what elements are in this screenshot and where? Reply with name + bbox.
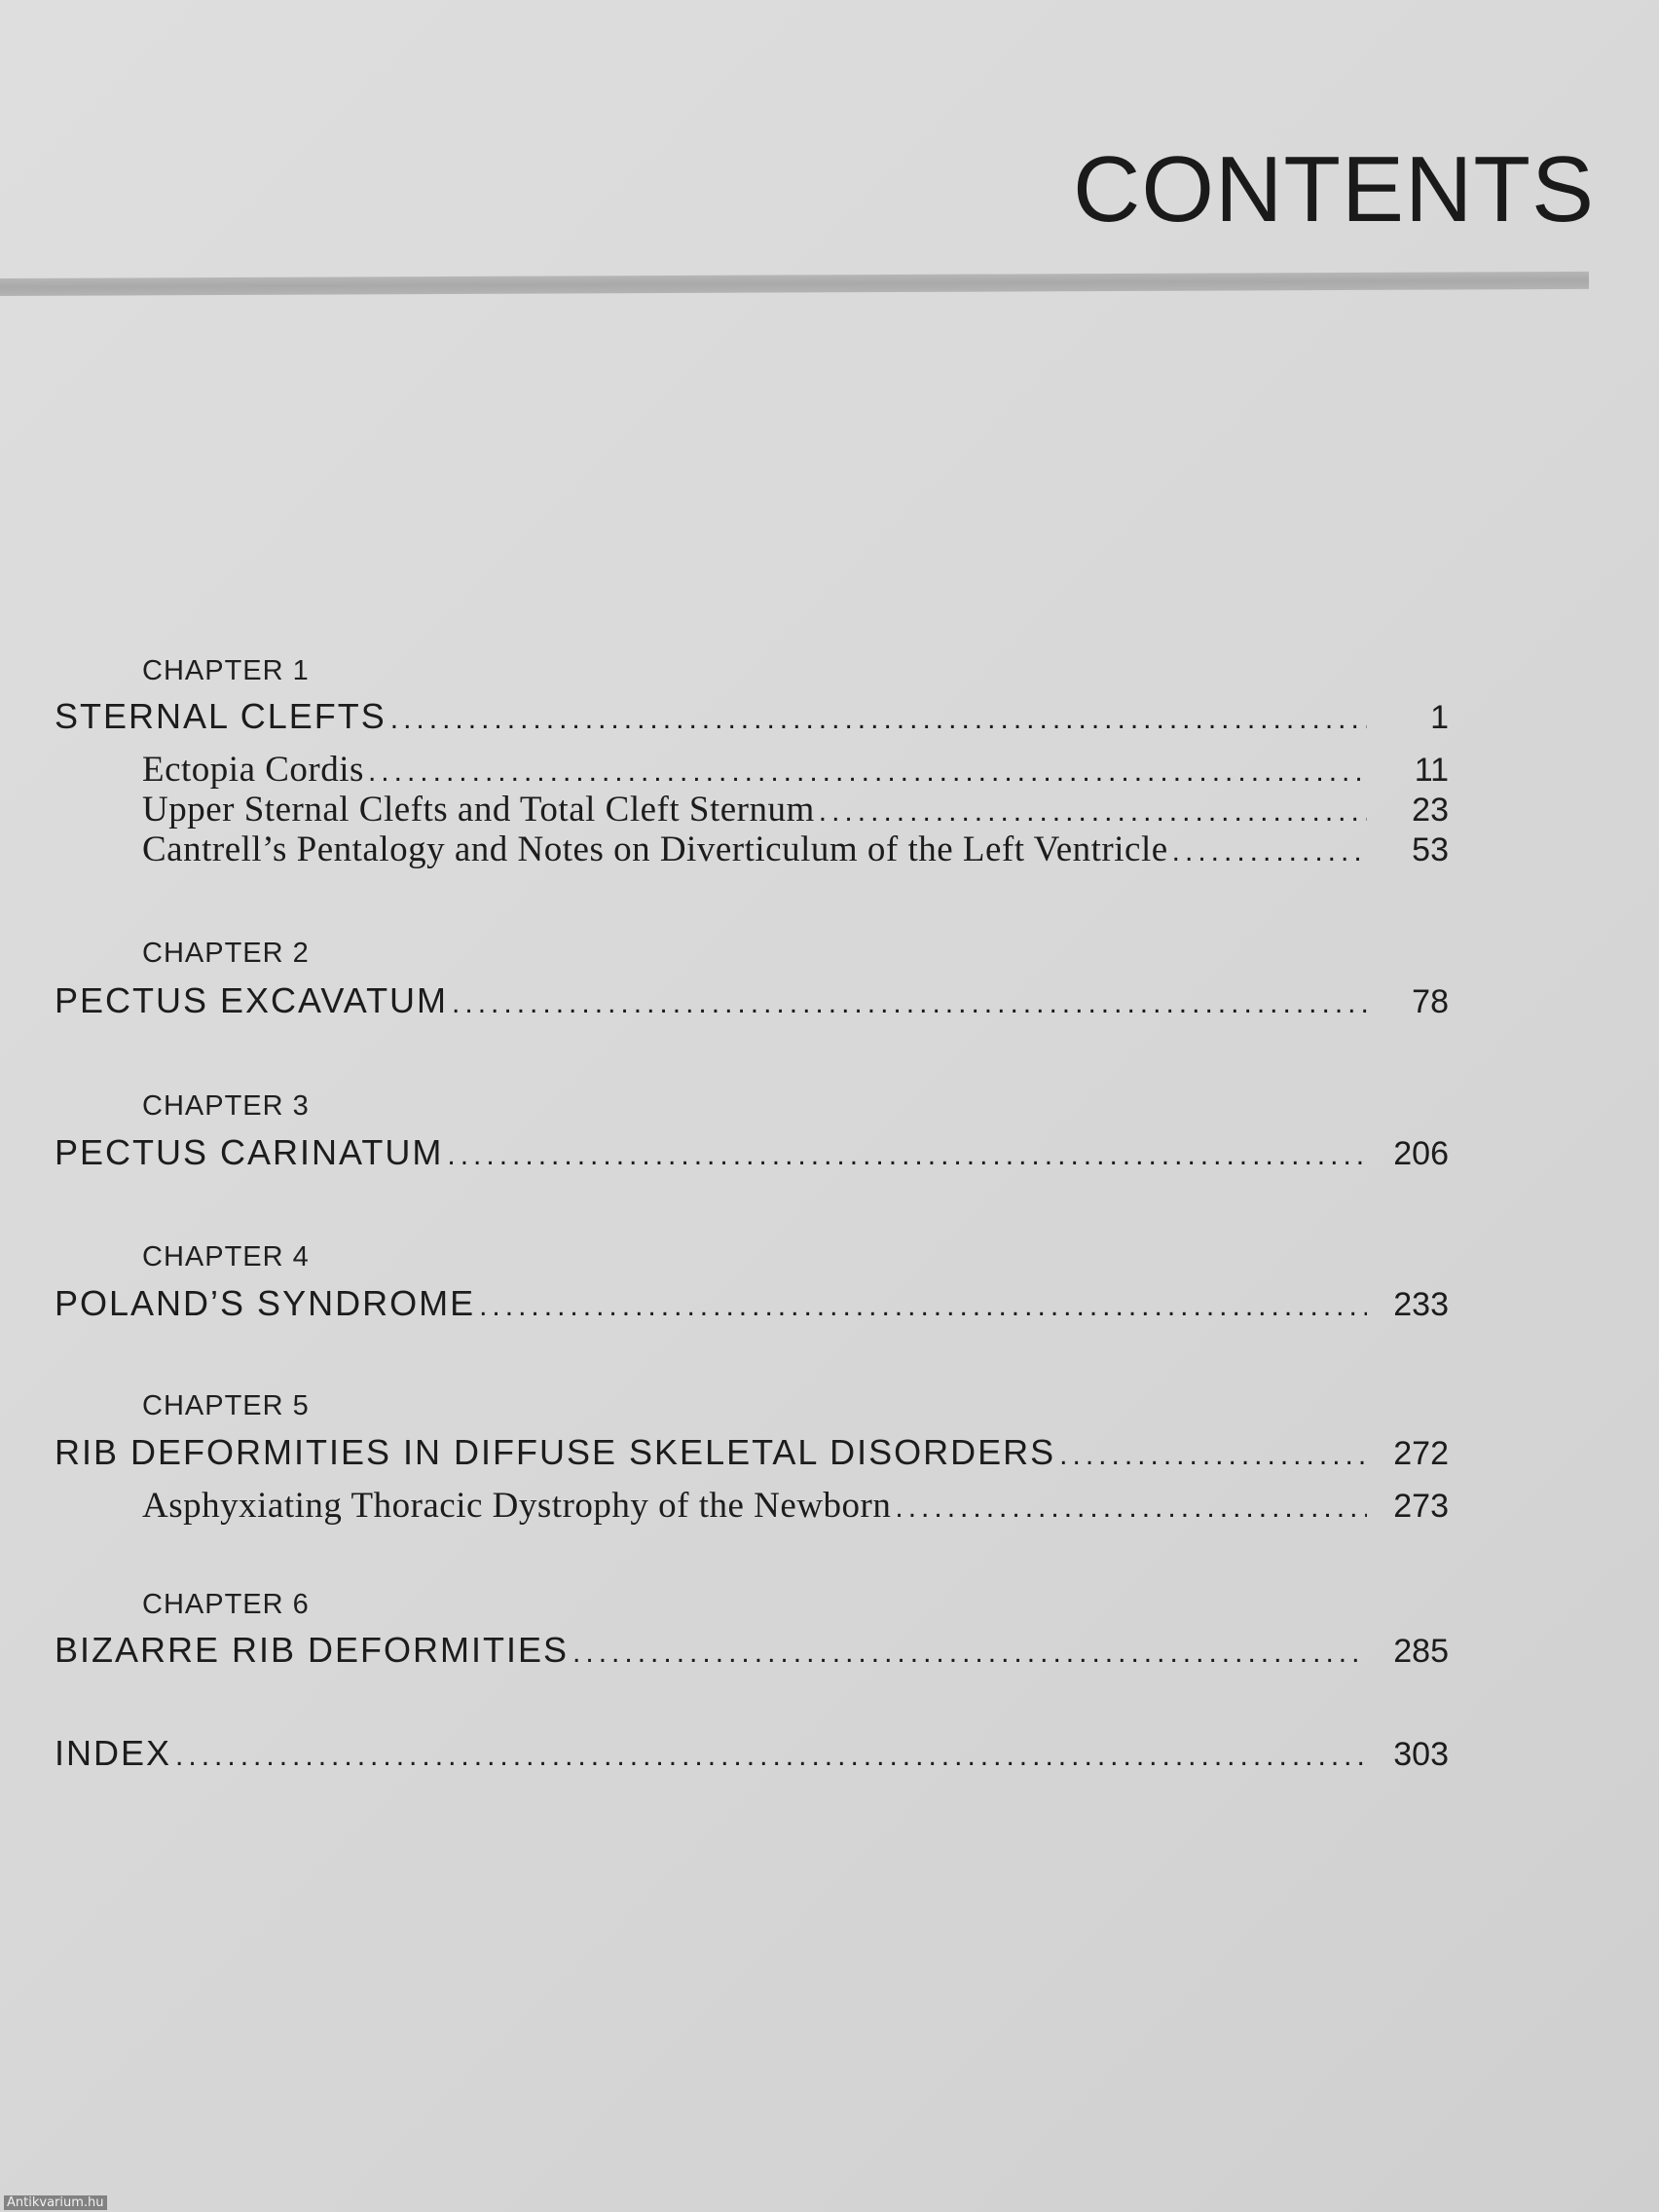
subsection-page: 53 <box>1412 831 1449 868</box>
chapter-2-label: CHAPTER 2 <box>142 938 310 969</box>
chapter-1-title: STERNAL CLEFTS <box>55 696 387 736</box>
chapter-1-entry[interactable] <box>55 696 1449 737</box>
dot-leader <box>572 1637 1367 1670</box>
chapter-4-entry[interactable] <box>55 1283 1449 1324</box>
dot-leader <box>390 703 1367 736</box>
chapter-3-label: CHAPTER 3 <box>142 1090 310 1122</box>
dot-leader <box>1172 835 1367 868</box>
page-title: CONTENTS <box>1073 137 1595 241</box>
subsection-entry[interactable] <box>142 749 1449 791</box>
dot-leader <box>368 756 1367 789</box>
chapter-4-page: 233 <box>1393 1286 1449 1323</box>
chapter-4-title: POLAND’S SYNDROME <box>55 1283 476 1323</box>
chapter-2-page: 78 <box>1412 983 1449 1020</box>
subsection-page: 23 <box>1412 792 1449 829</box>
subsection-entry[interactable] <box>142 829 1449 870</box>
dot-leader <box>452 987 1367 1020</box>
watermark: Antikvarium.hu <box>4 2195 107 2210</box>
chapter-6-page: 285 <box>1393 1633 1449 1670</box>
index-title: INDEX <box>55 1733 172 1773</box>
subsection-page: 273 <box>1393 1488 1449 1525</box>
chapter-3-entry[interactable] <box>55 1132 1449 1173</box>
dot-leader <box>1059 1439 1367 1472</box>
dot-leader <box>819 795 1367 829</box>
subsection-page: 11 <box>1414 752 1449 789</box>
chapter-6-label: CHAPTER 6 <box>142 1589 310 1620</box>
dot-leader <box>895 1492 1367 1525</box>
subsection-entry[interactable] <box>142 789 1449 830</box>
chapter-2-entry[interactable] <box>55 980 1449 1021</box>
subsection-title: Cantrell’s Pentalogy and Notes on Diverticulum of the Left Ventricle <box>142 830 1168 869</box>
chapter-2-title: PECTUS EXCAVATUM <box>55 980 449 1020</box>
index-page: 303 <box>1393 1736 1449 1773</box>
subsection-title: Asphyxiating Thoracic Dystrophy of the Newborn <box>142 1486 892 1526</box>
chapter-1-page: 1 <box>1430 699 1449 736</box>
chapter-3-title: PECTUS CARINATUM <box>55 1132 444 1172</box>
chapter-5-entry[interactable] <box>55 1432 1449 1473</box>
chapter-5-page: 272 <box>1393 1435 1449 1472</box>
chapter-6-entry[interactable] <box>55 1630 1449 1671</box>
chapter-5-label: CHAPTER 5 <box>142 1390 310 1421</box>
index-entry[interactable] <box>55 1733 1449 1774</box>
dot-leader <box>479 1290 1367 1323</box>
chapter-1-label: CHAPTER 1 <box>142 655 310 686</box>
subsection-title: Upper Sternal Clefts and Total Cleft Sternum <box>142 790 815 830</box>
dot-leader <box>175 1740 1367 1773</box>
subsection-entry[interactable] <box>142 1485 1449 1527</box>
chapter-5-title: RIB DEFORMITIES IN DIFFUSE SKELETAL DISORDERS <box>55 1432 1056 1472</box>
chapter-3-page: 206 <box>1393 1135 1449 1172</box>
subsection-title: Ectopia Cordis <box>142 750 364 790</box>
dot-leader <box>447 1139 1367 1172</box>
chapter-4-label: CHAPTER 4 <box>142 1241 310 1272</box>
chapter-6-title: BIZARRE RIB DEFORMITIES <box>55 1630 570 1670</box>
